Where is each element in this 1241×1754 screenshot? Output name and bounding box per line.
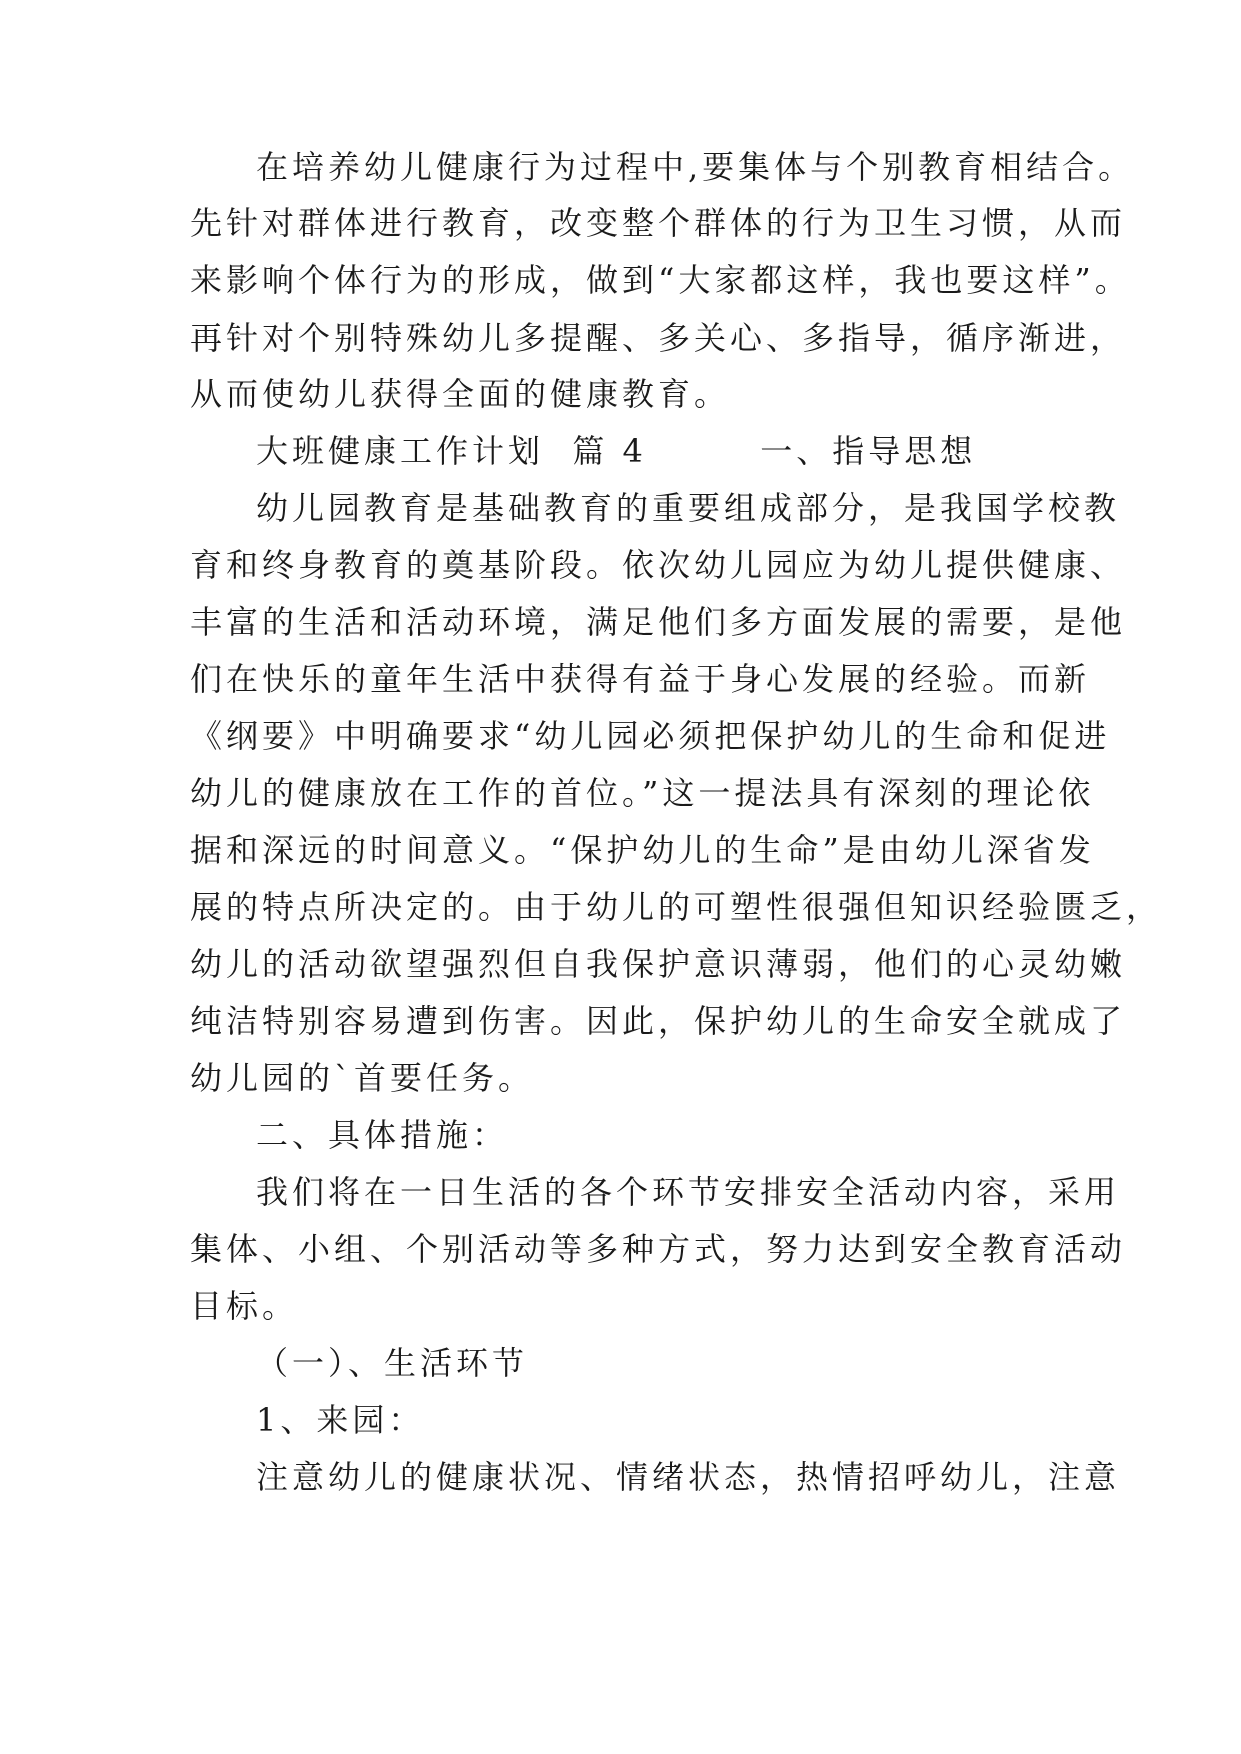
text-line: 幼儿的健康放在工作的首位。”这一提法具有深刻的理论依 (190, 774, 1095, 812)
text-line: 幼儿的活动欲望强烈但自我保护意识薄弱，他们的心灵幼嫩 (190, 945, 1127, 983)
text-line: 注意幼儿的健康状况、情绪状态，热情招呼幼儿，注意 (256, 1458, 1121, 1496)
text-line: 来影响个体行为的形成，做到“大家都这样，我也要这样”。 (190, 261, 1131, 299)
text-line: 纯洁特别容易遭到伤害。因此，保护幼儿的生命安全就成了 (190, 1002, 1127, 1040)
text-line: 丰富的生活和活动环境，满足他们多方面发展的需要，是他 (190, 603, 1127, 641)
text-line: 目标。 (190, 1287, 299, 1325)
text-line: 在培养幼儿健康行为过程中,要集体与个别教育相结合。 (256, 148, 1135, 186)
text-line: 先针对群体进行教育，改变整个群体的行为卫生习惯，从而 (190, 204, 1127, 242)
text-line: 集体、小组、个别活动等多种方式，努力达到安全教育活动 (190, 1230, 1127, 1268)
text-line: 育和终身教育的奠基阶段。依次幼儿园应为幼儿提供健康、 (190, 546, 1127, 584)
text-line: 从而使幼儿获得全面的健康教育。 (190, 375, 731, 413)
subsection-heading: （一）、生活环节 (256, 1344, 529, 1382)
section-heading: 二、具体措施： (256, 1116, 509, 1154)
text-line: 幼儿园教育是基础教育的重要组成部分，是我国学校教 (256, 489, 1121, 527)
text-line: 据和深远的时间意义。“保护幼儿的生命”是由幼儿深省发 (190, 831, 1095, 869)
text-line: 展的特点所决定的。由于幼儿的可塑性很强但知识经验匮乏， (190, 888, 1163, 926)
text-line: 《纲要》中明确要求“幼儿园必须把保护幼儿的生命和促进 (190, 717, 1111, 755)
text-line: 们在快乐的童年生活中获得有益于身心发展的经验。而新 (190, 660, 1091, 698)
item-heading: 1、来园： (256, 1401, 425, 1439)
text-line: 幼儿园的`首要任务。 (190, 1059, 535, 1097)
text-line: 再针对个别特殊幼儿多提醒、多关心、多指导，循序渐进， (190, 319, 1127, 357)
text-line: 我们将在一日生活的各个环节安排安全活动内容，采用 (256, 1173, 1121, 1211)
section-heading: 大班健康工作计划 篇 4 一、指导思想 (256, 432, 977, 470)
